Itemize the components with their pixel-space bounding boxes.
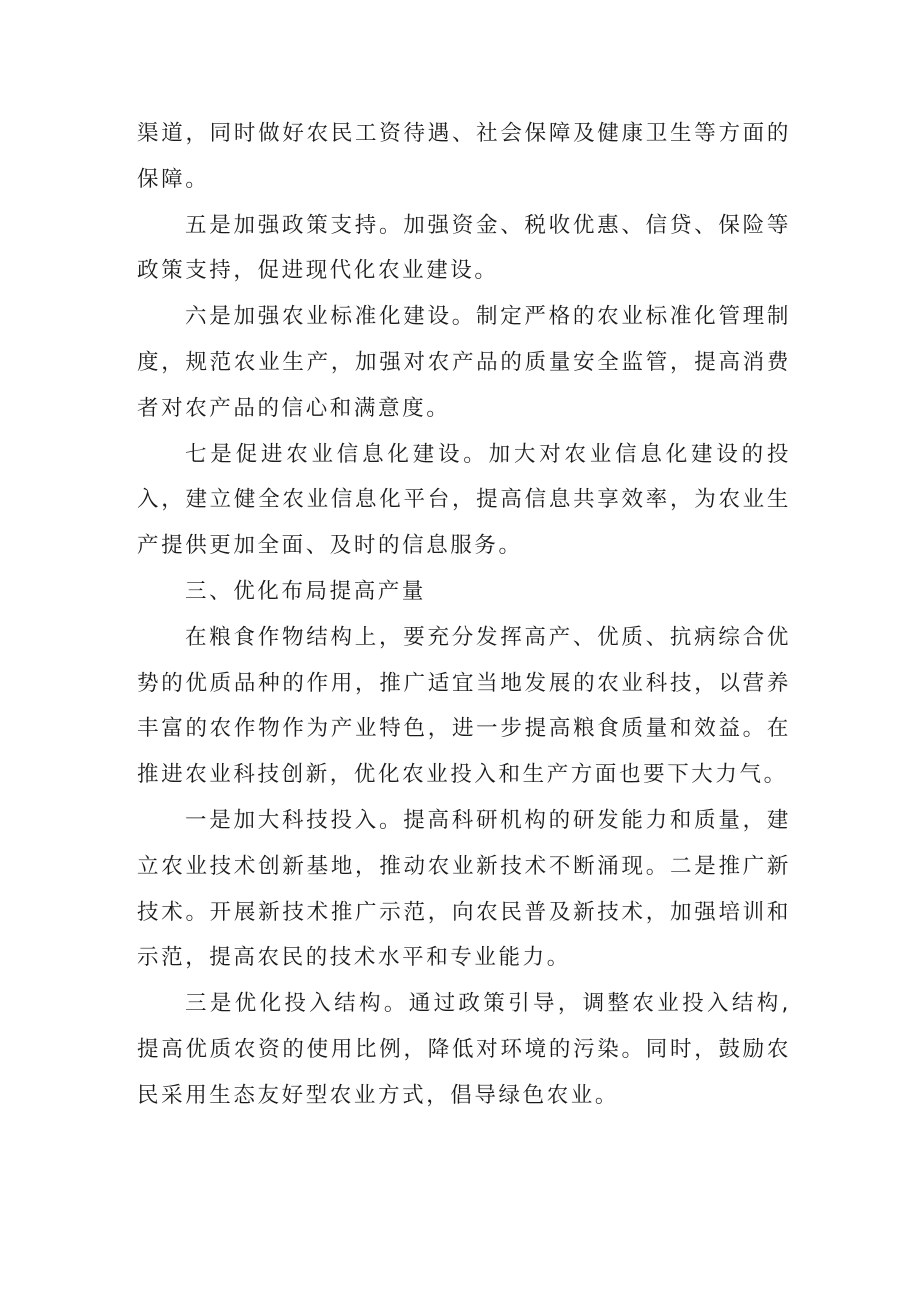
paragraph-input-structure: 三是优化投入结构。通过政策引导，调整农业投入结构,提高优质农资的使用比例，降低对环境的污染。同时，鼓励农民采用生态友好型农业方式，倡导绿色农业。 (137, 991, 791, 1108)
paragraph-tech-investment: 一是加大科技投入。提高科研机构的研发能力和质量，建立农业技术创新基地，推动农业新技术不断涌现。二是推广新技术。开展新技术推广示范，向农民普及新技术，加强培训和示范，提高农民的技术水平和专业能力。 (137, 807, 791, 971)
paragraph-standardization: 六是加强农业标准化建设。制定严格的农业标准化管理制度，规范农业生产，加强对农产品的质量安全监管，提高消费者对农产品的信心和满意度。 (137, 304, 791, 421)
paragraph-continuation: 渠道，同时做好农民工资待遇、社会保障及健康卫生等方面的保障。 (137, 121, 791, 192)
paragraph-crop-structure: 在粮食作物结构上，要充分发挥高产、优质、抗病综合优势的优质品种的作用，推广适宜当地发展的农业科技，以营养丰富的农作物作为产业特色，进一步提高粮食质量和效益。在推进农业科技创新，优化农业投入和生产方面也要下大力气。 (137, 624, 791, 788)
document-body (137, 111, 791, 1119)
paragraph-informatization: 七是促进农业信息化建设。加大对农业信息化建设的投入，建立健全农业信息化平台，提高信息共享效率，为农业生产提供更加全面、及时的信息服务。 (137, 441, 791, 559)
paragraph-policy-support: 五是加强政策支持。加强资金、税收优惠、信贷、保险等政策支持，促进现代化农业建设。 (137, 212, 791, 284)
section-heading: 三、优化布局提高产量 (185, 578, 427, 604)
